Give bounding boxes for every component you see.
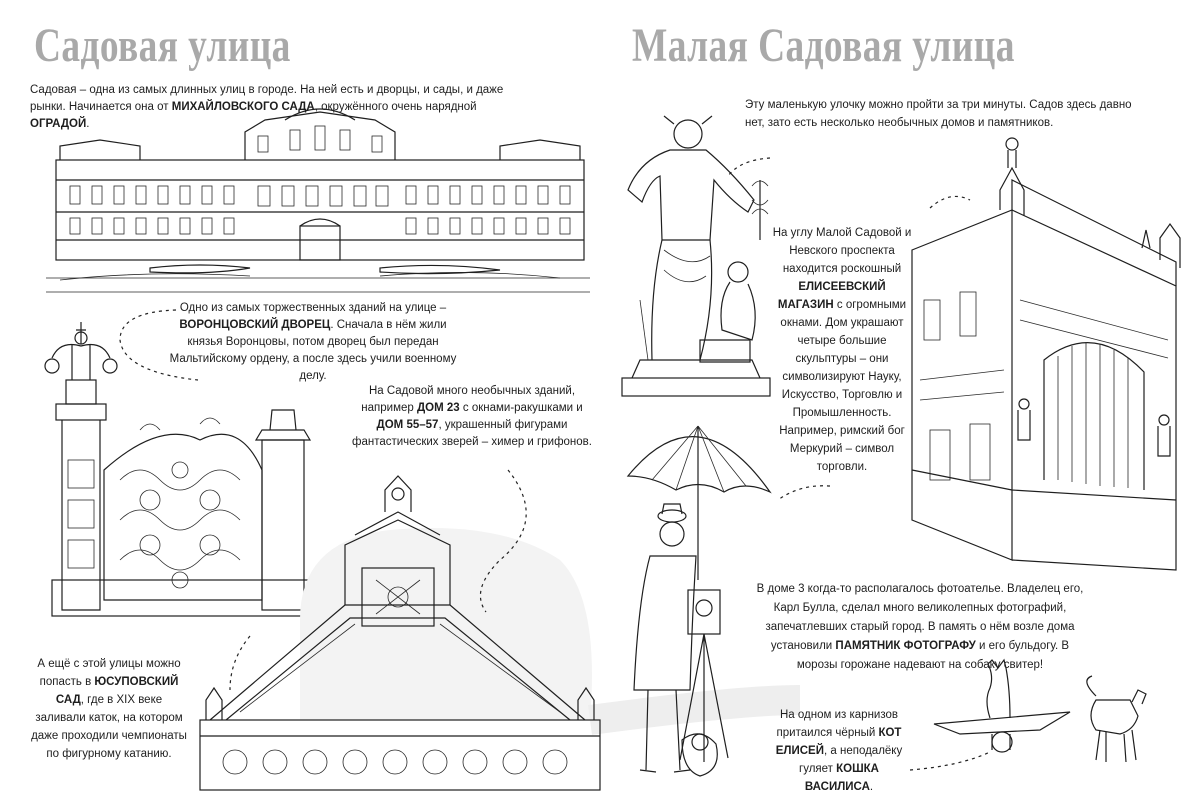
vorontsov-palace-text: Одно из самых торжественных зданий на улице – ВОРОНЦОВСКИЙ ДВОРЕЦ. Сначала в нём жили князья Воронцовы, потом дворец был передан Мальтийскому ордену, а после здесь учили военному делу. <box>169 302 457 382</box>
unusual-houses-text: На Садовой много необычных зданий, например ДОМ 23 с окнами-ракушками и ДОМ 55–57, украшенный фигурами фантастических зверей – химер и грифонов. <box>352 385 592 448</box>
mikhailovsky-garden-term: МИХАЙЛОВСКОГО САДА <box>171 101 315 113</box>
yusupov-garden-text: А ещё с этой улицы можно попасть в ЮСУПОВСКИЙ САД, где в XIX веке заливали каток, на котором даже проходили чемпионаты по фигурному катанию. <box>31 658 187 760</box>
yusupov-pavilion-illustration <box>200 476 800 790</box>
photographer-monument-term: ПАМЯТНИК ФОТОГРАФУ <box>835 640 976 652</box>
cat-vasilisa-term: КОШКА ВАСИЛИСА <box>804 763 879 793</box>
eliseev-store-text: На углу Малой Садовой и Невского проспекта находится роскошный ЕЛИСЕЕВСКИЙ МАГАЗИН с огромными окнами. Дом украшают четыре большие скульптуры – они символизируют Науку, Искусство, Торговлю и Промышленность. Например, римский бог Меркурий – символ торговли. <box>772 227 912 473</box>
house-23-term: ДОМ 23 <box>416 402 460 414</box>
cats-text: На одном из карнизов притаился чёрный КОТ ЕЛИСЕЙ, а неподалёку гуляет КОШКА ВАСИЛИСА. <box>775 709 903 793</box>
cats-illustration <box>934 660 1146 762</box>
vorontsov-palace-term: ВОРОНЦОВСКИЙ ДВОРЕЦ <box>179 319 331 331</box>
sadovaya-intro-text: Садовая – одна из самых длинных улиц в городе. На ней есть и дворцы, и сады, и даже рынки. Начинается она от МИХАЙЛОВСКОГО САДА, окружённого очень нарядной ОГРАДОЙ. <box>30 84 504 130</box>
eliseev-store-illustration <box>912 138 1180 570</box>
photographer-monument-text: В доме 3 когда-то располагалось фотоателье. Владелец его, Карл Булла, сделал много великолепных фотографий, запечатлевших старый город. В память о нём возле дома установили ПАМЯТНИК ФОТОГРАФУ и его бульдогу. В морозы горожане надевают на собаку свитер! <box>756 583 1084 671</box>
mercury-statue-illustration <box>622 116 770 396</box>
house-55-57-term: ДОМ 55–57 <box>376 419 439 431</box>
yusupov-garden-term: ЮСУПОВСКИЙ САД <box>55 676 179 706</box>
page-title-right: Малая Садовая улица <box>632 19 1015 72</box>
page-title-left: Садовая улица <box>34 19 291 72</box>
eliseev-store-term: ЕЛИСЕЕВСКИЙ МАГАЗИН <box>777 281 886 311</box>
vorontsov-palace-illustration <box>46 109 590 292</box>
malaya-sadovaya-intro-text: Эту маленькую улочку можно пройти за три минуты. Садов здесь давно нет, зато есть несколько необычных домов и памятников. <box>745 99 1132 129</box>
cat-elisei-term: КОТ ЕЛИСЕЙ <box>775 727 902 757</box>
fence-term: ОГРАДОЙ <box>30 118 87 130</box>
